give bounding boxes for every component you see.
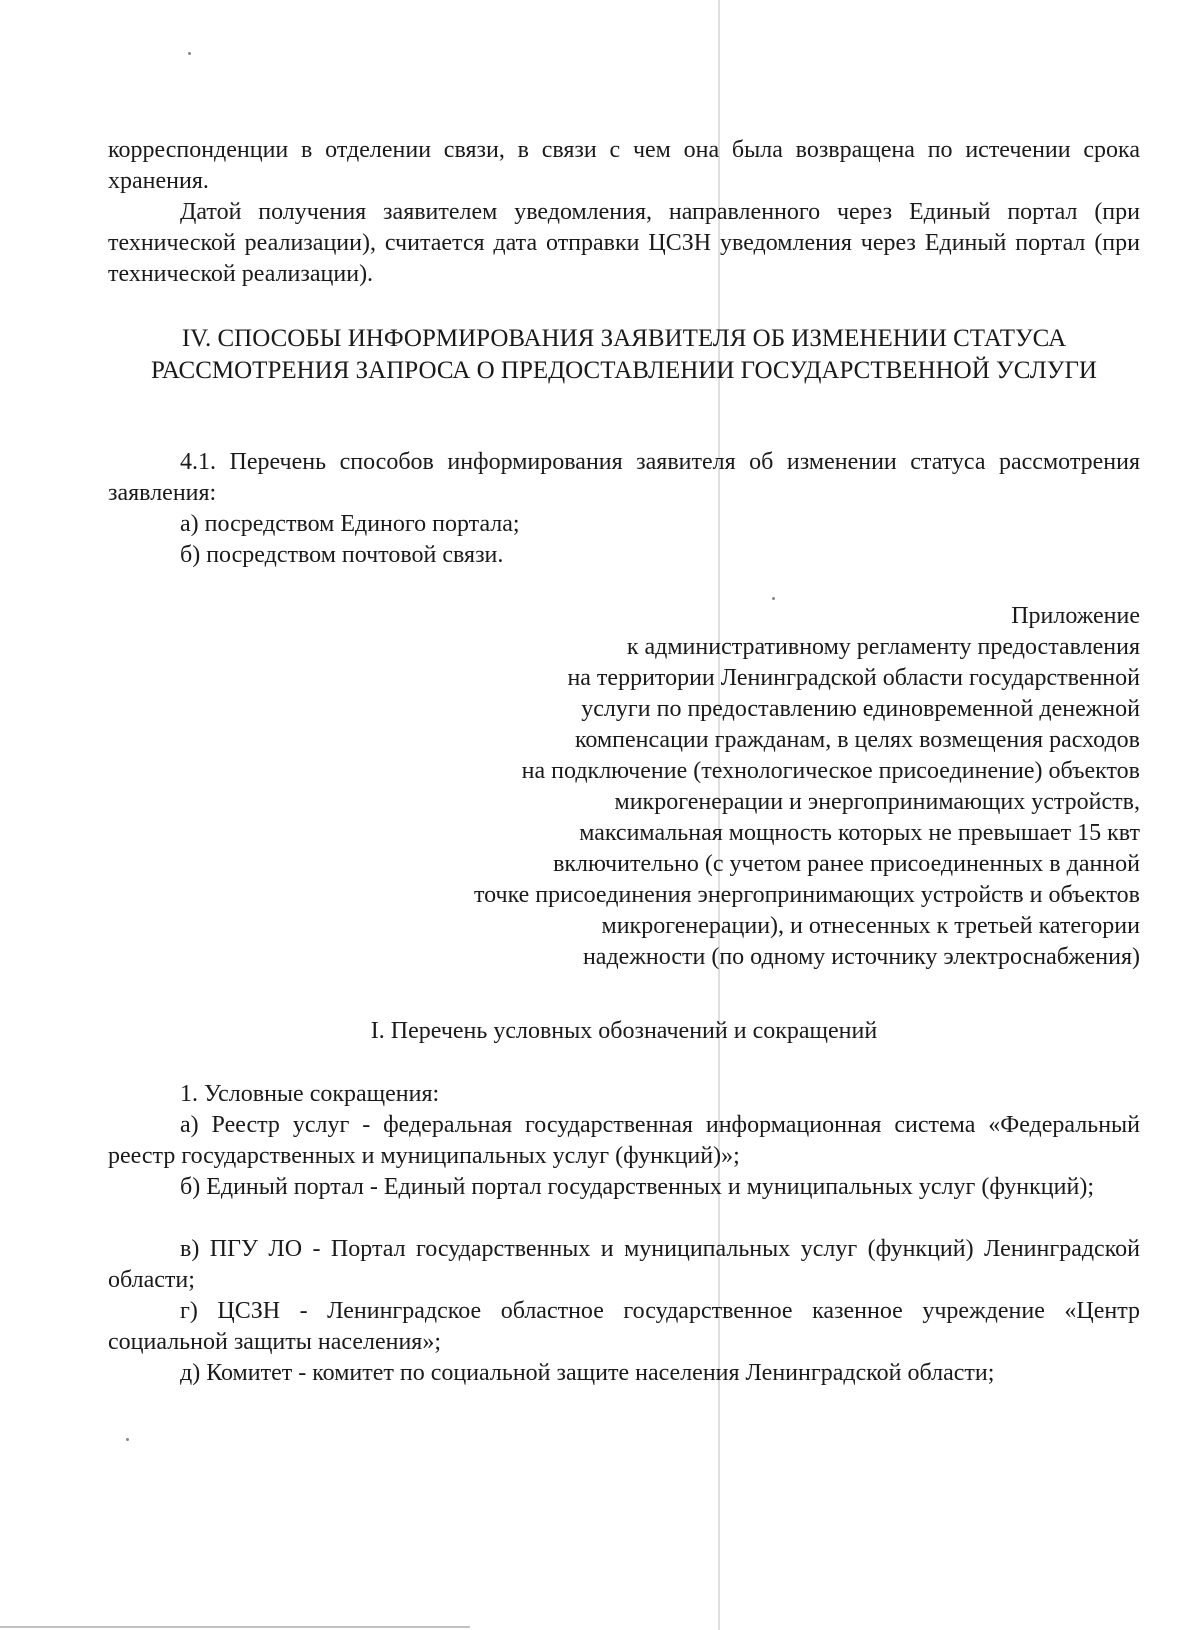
section-4-item-4-1: 4.1. Перечень способов информирования заявителя об изменении статуса рассмотрения заявления: <box>108 449 1140 506</box>
appendix-line: максимальная мощность которых не превышает 15 квт <box>579 820 1140 846</box>
scan-speck <box>188 52 191 55</box>
scan-bottom-edge <box>0 1626 470 1628</box>
appendix-line: к административному регламенту предоставления <box>626 634 1140 660</box>
section-1-item-v: в) ПГУ ЛО - Портал государственных и муниципальных услуг (функций) Ленинградской области; <box>108 1236 1140 1293</box>
section-1-item-a: а) Реестр услуг - федеральная государственная информационная система «Федеральный реестр государственных и муниципальных услуг (функций)»; <box>108 1112 1140 1169</box>
section-1-item-d: д) Комитет - комитет по социальной защите населения Ленинградской области; <box>180 1360 995 1386</box>
section-4-item-a: а) посредством Единого портала; <box>180 511 520 537</box>
section-1-item-b: б) Единый портал - Единый портал государственных и муниципальных услуг (функций); <box>180 1174 1094 1200</box>
scan-speck <box>772 597 775 600</box>
appendix-line: надежности (по одному источнику электроснабжения) <box>582 944 1140 970</box>
appendix-line: включительно (с учетом ранее присоединенных в данной <box>553 851 1140 877</box>
intro-paragraph-2: Датой получения заявителем уведомления, направленного через Единый портал (при технической реализации), считается дата отправки ЦСЗН уведомления через Единый портал (при технической реализации). <box>108 199 1140 287</box>
appendix-line: микрогенерации), и отнесенных к третьей категории <box>601 913 1140 939</box>
intro-paragraph-1: корреспонденции в отделении связи, в связи с чем она была возвращена по истечении срока хранения. <box>108 137 1140 194</box>
appendix-line: компенсации гражданам, в целях возмещения расходов <box>574 727 1140 753</box>
appendix-line: на подключение (технологическое присоединение) объектов <box>521 758 1140 784</box>
appendix-line: микрогенерации и энергопринимающих устройств, <box>614 789 1140 815</box>
section-1-item-g: г) ЦСЗН - Ленинградское областное государственное казенное учреждение «Центр социальной защиты населения»; <box>108 1298 1140 1355</box>
appendix-header <box>240 601 1140 973</box>
section-1-item-1: 1. Условные сокращения: <box>180 1081 440 1107</box>
appendix-line: Приложение <box>1011 603 1140 629</box>
scan-speck <box>126 1438 129 1441</box>
section-4-heading: IV. СПОСОБЫ ИНФОРМИРОВАНИЯ ЗАЯВИТЕЛЯ ОБ ИЗМЕНЕНИИ СТАТУСА РАССМОТРЕНИЯ ЗАПРОСА О ПРЕДОСТАВЛЕНИИ ГОСУДАРСТВЕННОЙ УСЛУГИ <box>151 325 1097 384</box>
appendix-line: точке присоединения энергопринимающих устройств и объектов <box>473 882 1140 908</box>
section-4-item-b: б) посредством почтовой связи. <box>180 542 504 568</box>
appendix-line: услуги по предоставлению единовременной денежной <box>581 696 1140 722</box>
appendix-line: на территории Ленинградской области государственной <box>567 665 1140 691</box>
section-1-heading: I. Перечень условных обозначений и сокращений <box>370 1018 878 1044</box>
